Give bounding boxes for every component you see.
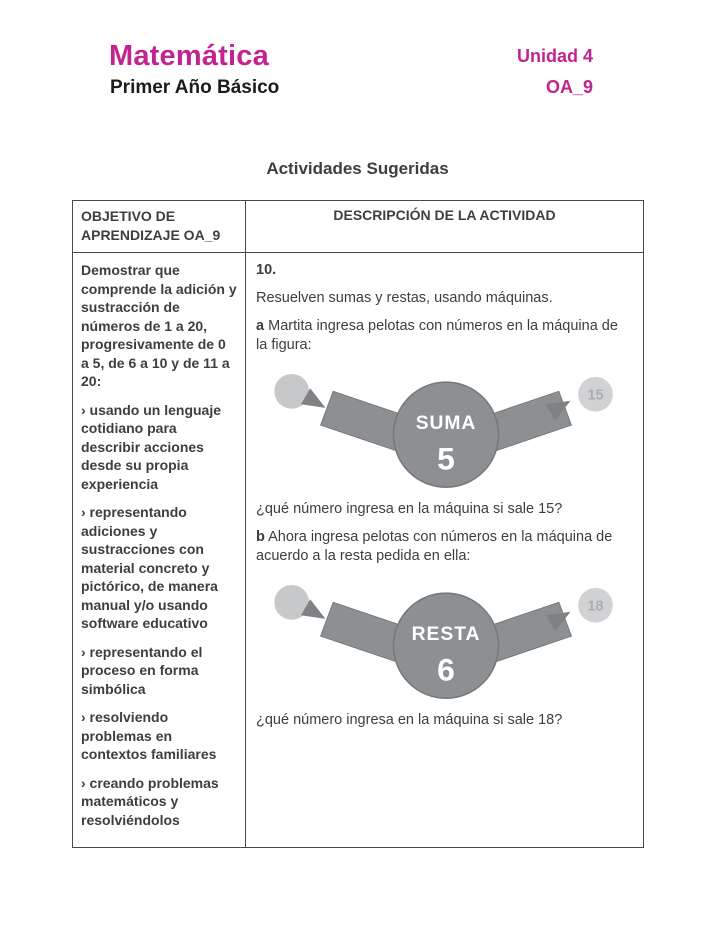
objective-bullet: › resolviendo problemas en contextos familiares bbox=[81, 709, 217, 762]
question-a: ¿qué número ingresa en la máquina si sale 15? bbox=[256, 501, 563, 517]
objective-bullet: › usando un lenguaje cotidiano para describir acciones desde su propia experiencia bbox=[81, 401, 222, 492]
description-cell bbox=[246, 253, 644, 848]
output-value: 15 bbox=[587, 387, 604, 404]
objective-column-header: OBJETIVO DE APRENDIZAJE OA_9 bbox=[73, 201, 246, 253]
objective-intro: Demostrar que comprende la adición y sustracción de números de 1 a 20, progresivamente de 0 a 5, de 6 a 10 y de 11 a 20: bbox=[81, 262, 237, 389]
input-ball bbox=[274, 585, 309, 620]
objective-bullet: › creando problemas matemáticos y resolviéndolos bbox=[81, 774, 219, 828]
machine-operand-label: 5 bbox=[437, 440, 455, 477]
part-a-label: a bbox=[256, 318, 265, 334]
table-header-row bbox=[73, 201, 644, 253]
activity-intro: Resuelven sumas y restas, usando máquinas. bbox=[256, 290, 553, 306]
input-arrow-icon bbox=[312, 611, 324, 618]
machine-diagram-suma bbox=[256, 364, 636, 490]
input-arrow-icon bbox=[312, 400, 324, 407]
activity-number: 10. bbox=[256, 262, 277, 278]
subject-title: Matemática bbox=[109, 40, 269, 72]
machine-operation-label: SUMA bbox=[415, 412, 477, 434]
objective-cell bbox=[73, 253, 246, 848]
activities-table bbox=[72, 200, 644, 848]
machine-diagram-resta bbox=[256, 575, 636, 701]
output-value: 18 bbox=[587, 598, 604, 615]
input-ball bbox=[274, 374, 309, 409]
description-column-header: DESCRIPCIÓN DE LA ACTIVIDAD bbox=[246, 201, 644, 253]
table-body-row bbox=[73, 253, 644, 848]
oa-code: OA_9 bbox=[545, 77, 593, 97]
part-a-text: a Martita ingresa pelotas con números en la máquina de la figura: bbox=[256, 318, 618, 353]
page-title: Actividades Sugeridas bbox=[266, 159, 449, 178]
machine-operation-label: RESTA bbox=[411, 623, 481, 645]
header-right bbox=[517, 46, 593, 98]
part-b-text: b Ahora ingresa pelotas con números en la máquina de acuerdo a la resta pedida en ella: bbox=[256, 529, 613, 564]
grade-subtitle: Primer Año Básico bbox=[110, 77, 280, 98]
question-b: ¿qué número ingresa en la máquina si sale 18? bbox=[256, 712, 563, 728]
part-b-label: b bbox=[256, 529, 265, 545]
unit-label: Unidad 4 bbox=[516, 46, 593, 66]
machine-operand-label: 6 bbox=[437, 651, 455, 688]
objective-bullet: › representando adiciones y sustracciones con material concreto y pictórico, de manera manual y/o usando software educativo bbox=[81, 504, 218, 631]
objective-bullet: › representando el proceso en forma simbólica bbox=[81, 643, 203, 697]
